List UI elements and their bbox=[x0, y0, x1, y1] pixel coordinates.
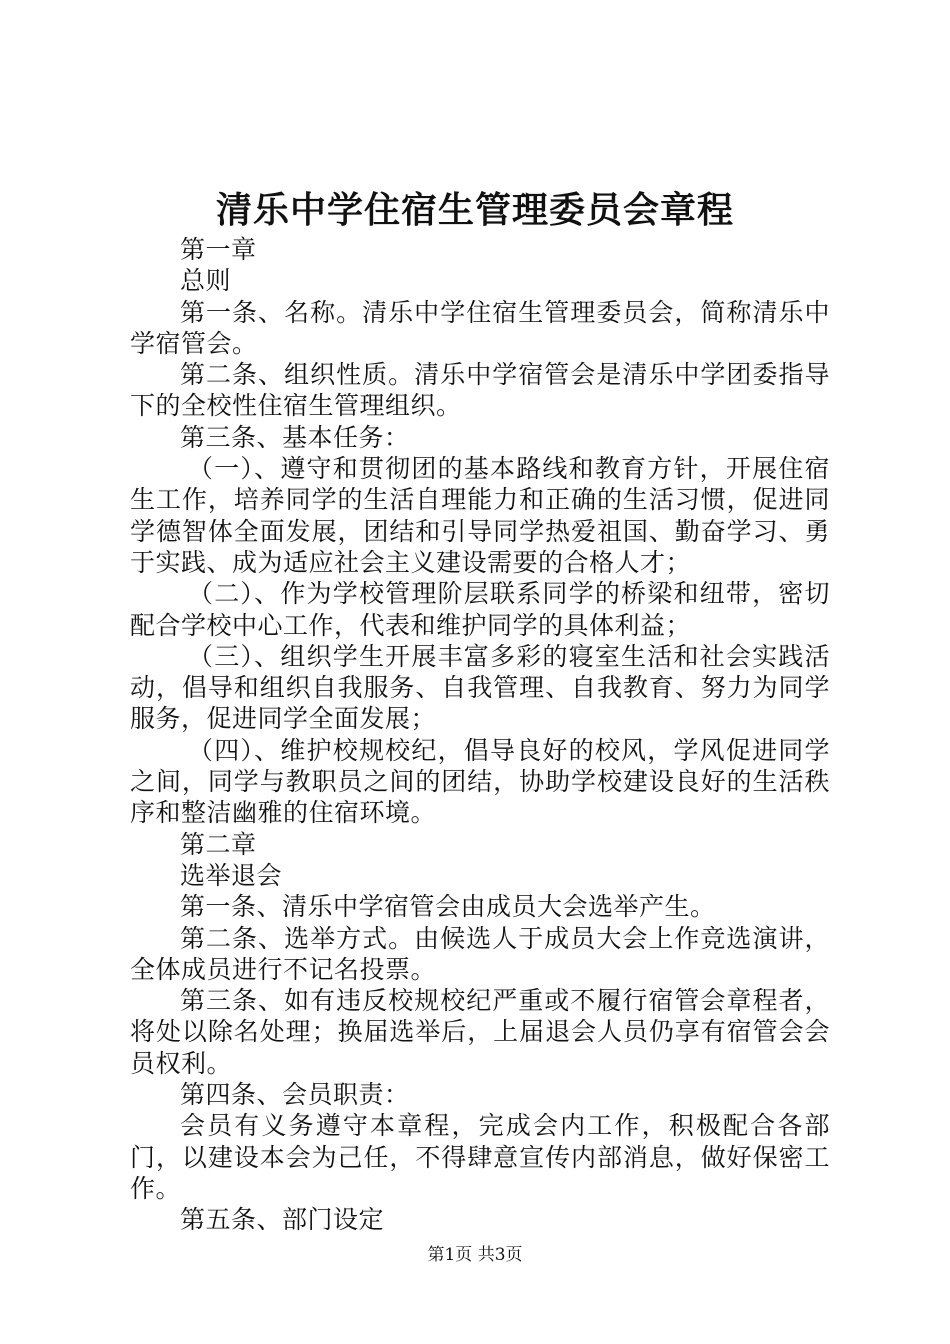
article-paragraph: 第四条、会员职责： bbox=[180, 1080, 410, 1110]
article-paragraph: 第三条、如有违反校规校纪严重或不履行宿管会章程者，将处以除名处理；换届选举后，上届退会人员仍享有宿管会会员权利。 bbox=[130, 986, 830, 1078]
list-item-paragraph: （三）、组织学生开展丰富多彩的寝室生活和社会实践活动，倡导和组织自我服务、自我管理、自我教育、努力为同学服务，促进同学全面发展； bbox=[130, 641, 830, 734]
article-paragraph: 第一条、名称。清乐中学住宿生管理委员会，简称清乐中学宿管会。 bbox=[130, 297, 830, 358]
article-paragraph: 会员有义务遵守本章程，完成会内工作，积极配合各部门，以建设本会为己任，不得肆意宣传内部消息，做好保密工作。 bbox=[130, 1111, 830, 1203]
chapter-heading: 第一章 bbox=[180, 235, 257, 264]
list-item-paragraph: （四）、维护校规校纪，倡导良好的校风，学风促进同学之间，同学与教职员之间的团结，协助学校建设良好的生活秩序和整洁幽雅的住宿环境。 bbox=[130, 735, 830, 828]
chapter-subtitle: 选举退会 bbox=[180, 860, 283, 890]
page-number-footer: 第1页 共3页 bbox=[427, 1245, 523, 1265]
chapter-subtitle: 总则 bbox=[180, 266, 232, 296]
document-title: 清乐中学住宿生管理委员会章程 bbox=[215, 189, 734, 231]
article-paragraph: 第二条、选举方式。由候选人于成员大会上作竞选演讲，全体成员进行不记名投票。 bbox=[130, 923, 830, 984]
article-paragraph: 第二条、组织性质。清乐中学宿管会是清乐中学团委指导下的全校性住宿生管理组织。 bbox=[130, 360, 830, 421]
list-item-paragraph: （二）、作为学校管理阶层联系同学的桥梁和纽带，密切配合学校中心工作，代表和维护同学的具体利益； bbox=[130, 579, 830, 640]
document-body bbox=[130, 234, 830, 1236]
chapter-heading: 第二章 bbox=[180, 829, 257, 859]
article-paragraph: 第五条、部门设定 bbox=[180, 1205, 385, 1235]
article-paragraph: 第一条、清乐中学宿管会由成员大会选举产生。 bbox=[180, 892, 716, 922]
list-item-paragraph: （一）、遵守和贯彻团的基本路线和教育方针，开展住宿生工作，培养同学的生活自理能力和正确的生活习惯，促进同学德智体全面发展，团结和引导同学热爱祖国、勤奋学习、勇于实践、成为适应社会主义建设需要的合格人才； bbox=[130, 454, 830, 577]
article-paragraph: 第三条、基本任务： bbox=[180, 422, 410, 452]
